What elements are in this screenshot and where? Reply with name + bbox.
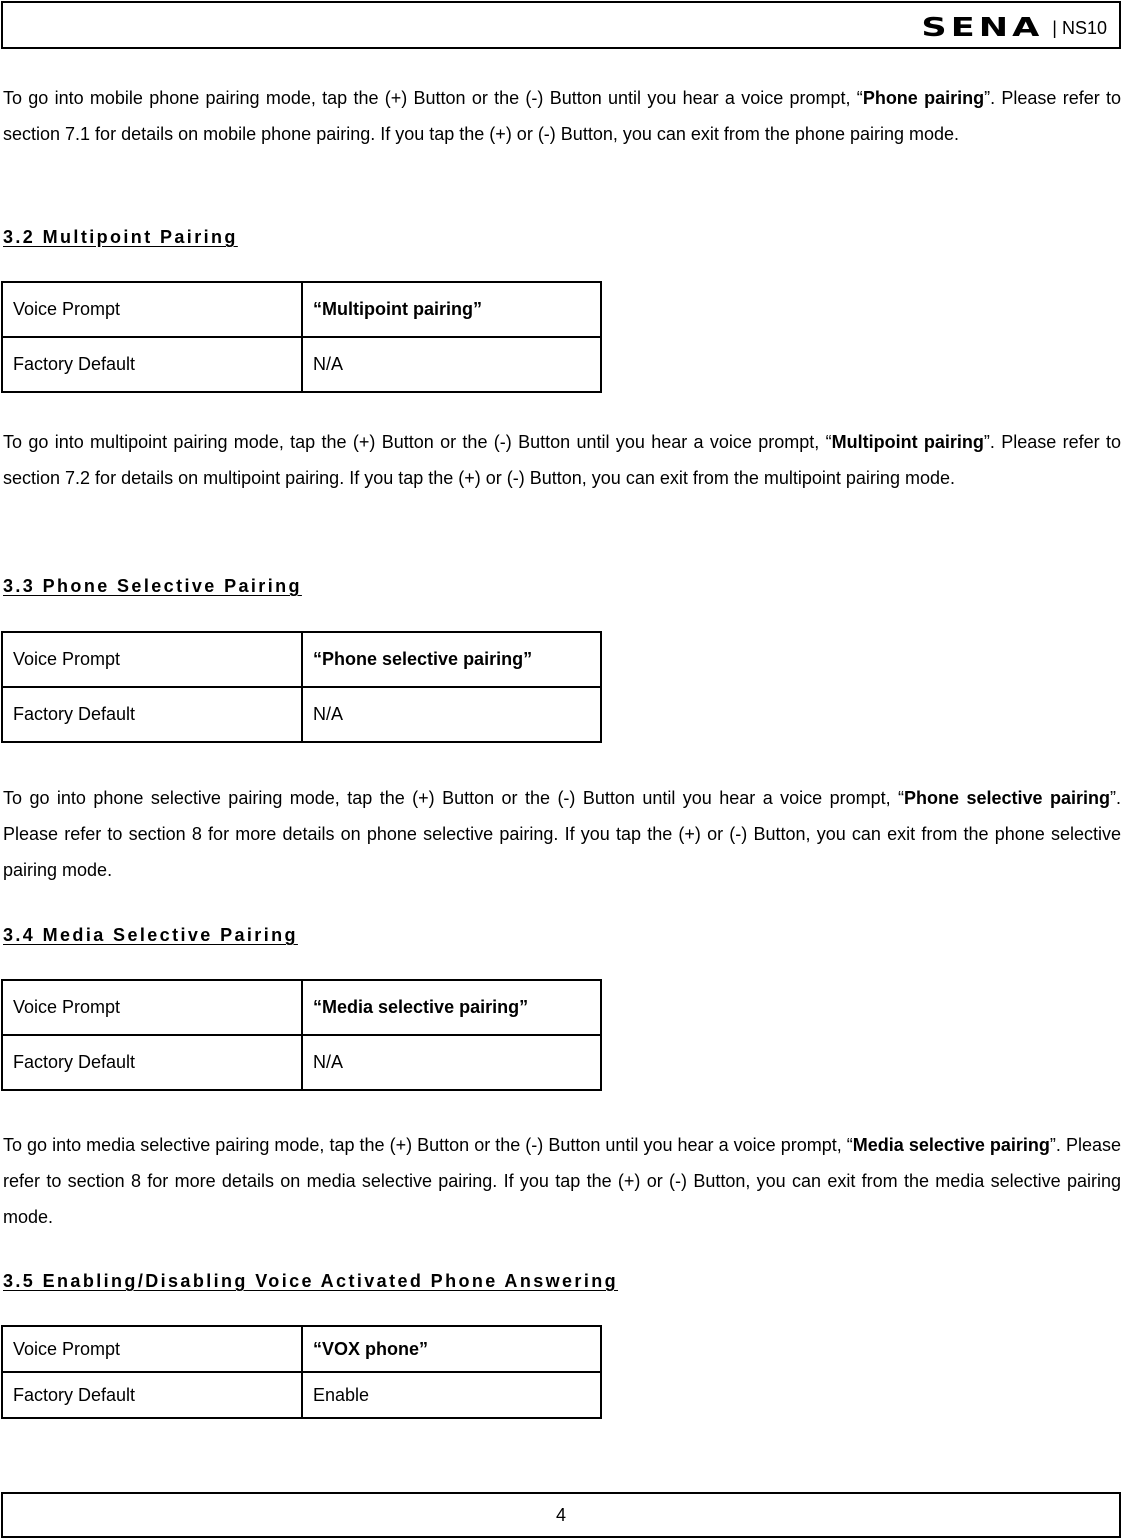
- table-key: Voice Prompt: [2, 1326, 302, 1372]
- phone-selective-pairing-table: [1, 631, 602, 743]
- table-value: “Media selective pairing”: [302, 980, 601, 1035]
- table-key: Factory Default: [2, 1372, 302, 1418]
- table-row: [2, 632, 601, 687]
- table-value: Enable: [302, 1372, 601, 1418]
- table-key: Factory Default: [2, 687, 302, 742]
- vox-phone-table: [1, 1325, 602, 1419]
- page-number: 4: [555, 1505, 566, 1525]
- table-key: Factory Default: [2, 337, 302, 392]
- table-row: [2, 687, 601, 742]
- media-selective-pairing-paragraph: To go into media selective pairing mode, tap the (+) Button or the (-) Button until you hear a voice prompt, “Media selective pairing”. Please refer to section 8 for more details on media selective pairing. If you tap the (+) or (-) Button, you can exit from the media selective pairing mode.: [3, 1135, 1121, 1227]
- section-3-2-heading: 3.2 Multipoint Pairing: [3, 227, 238, 247]
- table-key: Factory Default: [2, 1035, 302, 1090]
- table-row: [2, 980, 601, 1035]
- table-value: N/A: [302, 1035, 601, 1090]
- section-3-5-heading: 3.5 Enabling/Disabling Voice Activated Phone Answering: [3, 1271, 619, 1291]
- media-selective-pairing-table: [1, 979, 602, 1091]
- section-3-4-heading: 3.4 Media Selective Pairing: [3, 925, 298, 945]
- page-footer: [1, 1492, 1121, 1538]
- table-key: Voice Prompt: [2, 980, 302, 1035]
- multipoint-pairing-paragraph: To go into multipoint pairing mode, tap the (+) Button or the (-) Button until you hear a voice prompt, “Multipoint pairing”. Please refer to section 7.2 for details on multipoint pairing. If you tap the (+) or (-) Button, you can exit from the multipoint pairing mode.: [3, 432, 1121, 488]
- sena-logo: SENA: [920, 13, 1043, 43]
- table-key: Voice Prompt: [2, 282, 302, 337]
- phone-selective-pairing-paragraph: To go into phone selective pairing mode, tap the (+) Button or the (-) Button until you hear a voice prompt, “Phone selective pairing”. Please refer to section 8 for more details on phone selective pairing. If you tap the (+) or (-) Button, you can exit from the phone selective pairing mode.: [3, 788, 1121, 880]
- table-row: [2, 282, 601, 337]
- table-key: Voice Prompt: [2, 632, 302, 687]
- section-3-3-heading: 3.3 Phone Selective Pairing: [3, 576, 302, 596]
- table-row: [2, 1035, 601, 1090]
- phone-pairing-paragraph: To go into mobile phone pairing mode, tap the (+) Button or the (-) Button until you hear a voice prompt, “Phone pairing”. Please refer to section 7.1 for details on mobile phone pairing. If you tap the (+) or (-) Button, you can exit from the phone pairing mode.: [3, 88, 1122, 144]
- table-value: “Multipoint pairing”: [302, 282, 601, 337]
- model-label: | NS10: [1052, 18, 1107, 38]
- table-value: “VOX phone”: [302, 1326, 601, 1372]
- table-value: “Phone selective pairing”: [302, 632, 601, 687]
- table-row: [2, 337, 601, 392]
- table-row: [2, 1372, 601, 1418]
- page-header: [1, 1, 1121, 49]
- table-value: N/A: [302, 337, 601, 392]
- table-row: [2, 1326, 601, 1372]
- multipoint-pairing-table: [1, 281, 602, 393]
- table-value: N/A: [302, 687, 601, 742]
